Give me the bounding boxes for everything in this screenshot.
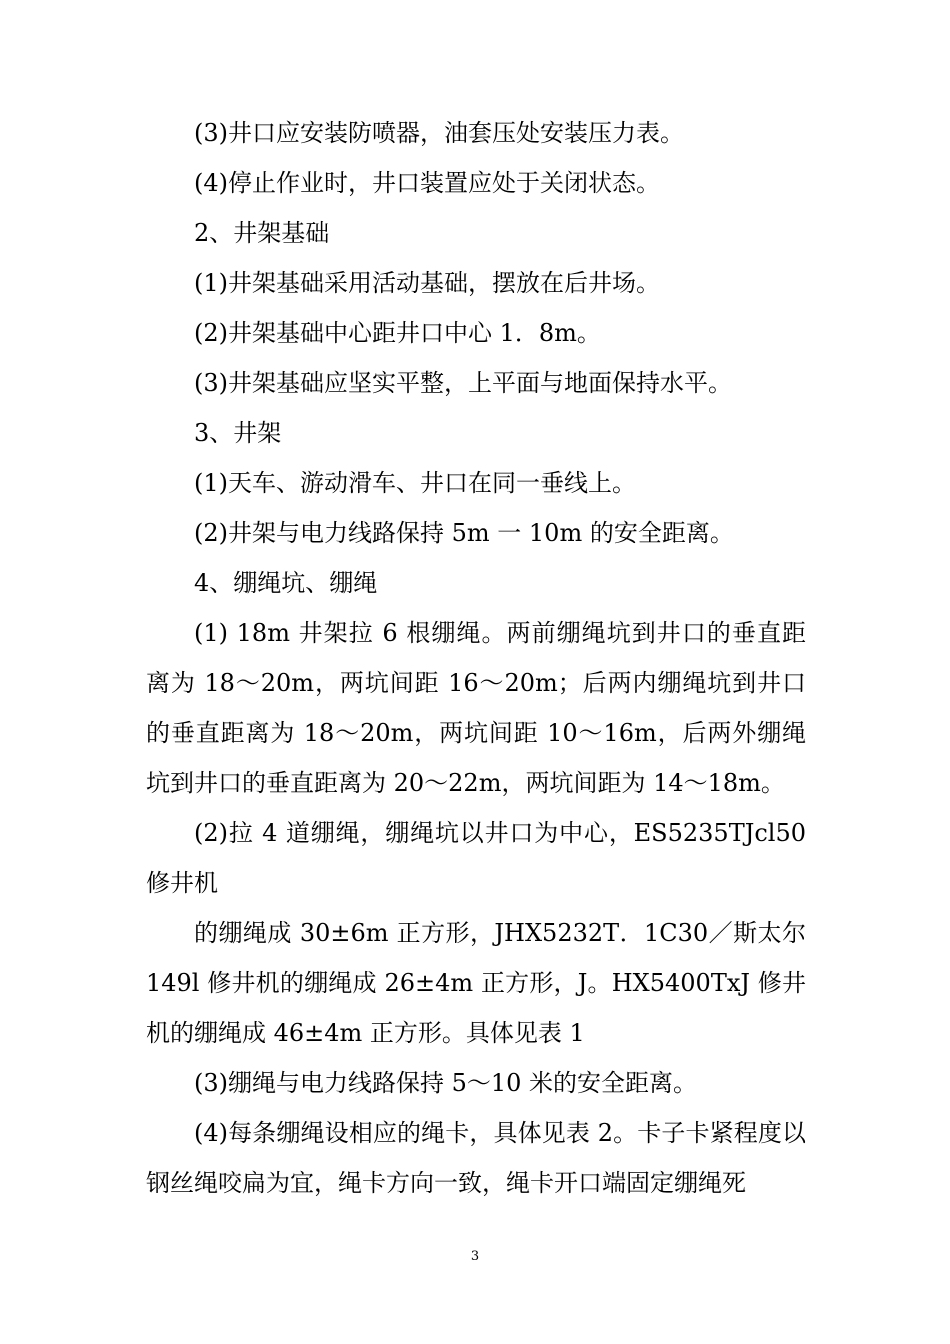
section-heading-derrick-foundation: 2、井架基础 [194,219,330,247]
paragraph-foundation-distance: (2)井架基础中心距井口中心 1．8m。 [194,319,601,347]
paragraph-guy-wire-four: (2)拉 4 道绷绳，绷绳坑以井口为中心，ES5235TJcl50 修井机 [146,819,806,897]
paragraph-guy-wire-clamps: (4)每条绷绳设相应的绳卡，具体见表 2。卡子卡紧程度以钢丝绳咬扁为宜，绳卡方向一致，绳卡开口端固定绷绳死 [146,1119,806,1197]
paragraph-guy-wire-18m: (1) 18m 井架拉 6 根绷绳。两前绷绳坑到井口的垂直距离为 18～20m，两坑间距 16～20m；后两内绷绳坑到井口的垂直距离为 18～20m，两坑间距 10～16m，后两外绷绳坑到井口的垂直距离为 20～22m，两坑间距为 14～18m。 [146,619,806,797]
paragraph-guy-wire-power-line: (3)绷绳与电力线路保持 5～10 米的安全距离。 [194,1069,698,1097]
paragraph-derrick-vertical: (1)天车、游动滑车、井口在同一垂线上。 [194,469,636,497]
paragraph-wellhead-closed: (4)停止作业时，井口装置应处于关闭状态。 [194,169,660,197]
section-heading-guy-wire: 4、绷绳坑、绷绳 [194,569,378,597]
body-text [146,108,806,1208]
page-number: 3 [470,1249,480,1264]
paragraph-derrick-power-line: (2)井架与电力线路保持 5m 一 10m 的安全距离。 [194,519,734,547]
paragraph-foundation-level: (3)井架基础应坚实平整，上平面与地面保持水平。 [194,369,732,397]
paragraph-wellhead-bop: (3)井口应安装防喷器，油套压处安装压力表。 [194,119,684,147]
paragraph-foundation-movable: (1)井架基础采用活动基础，摆放在后井场。 [194,269,660,297]
paragraph-guy-wire-squares: 的绷绳成 30±6m 正方形，JHX5232T．1C30／斯太尔 149l 修井机的绷绳成 26±4m 正方形，J。HX5400TxJ 修井机的绷绳成 46±4m 正方形。具体见表 1 [146,919,806,1047]
section-heading-derrick: 3、井架 [194,419,282,447]
